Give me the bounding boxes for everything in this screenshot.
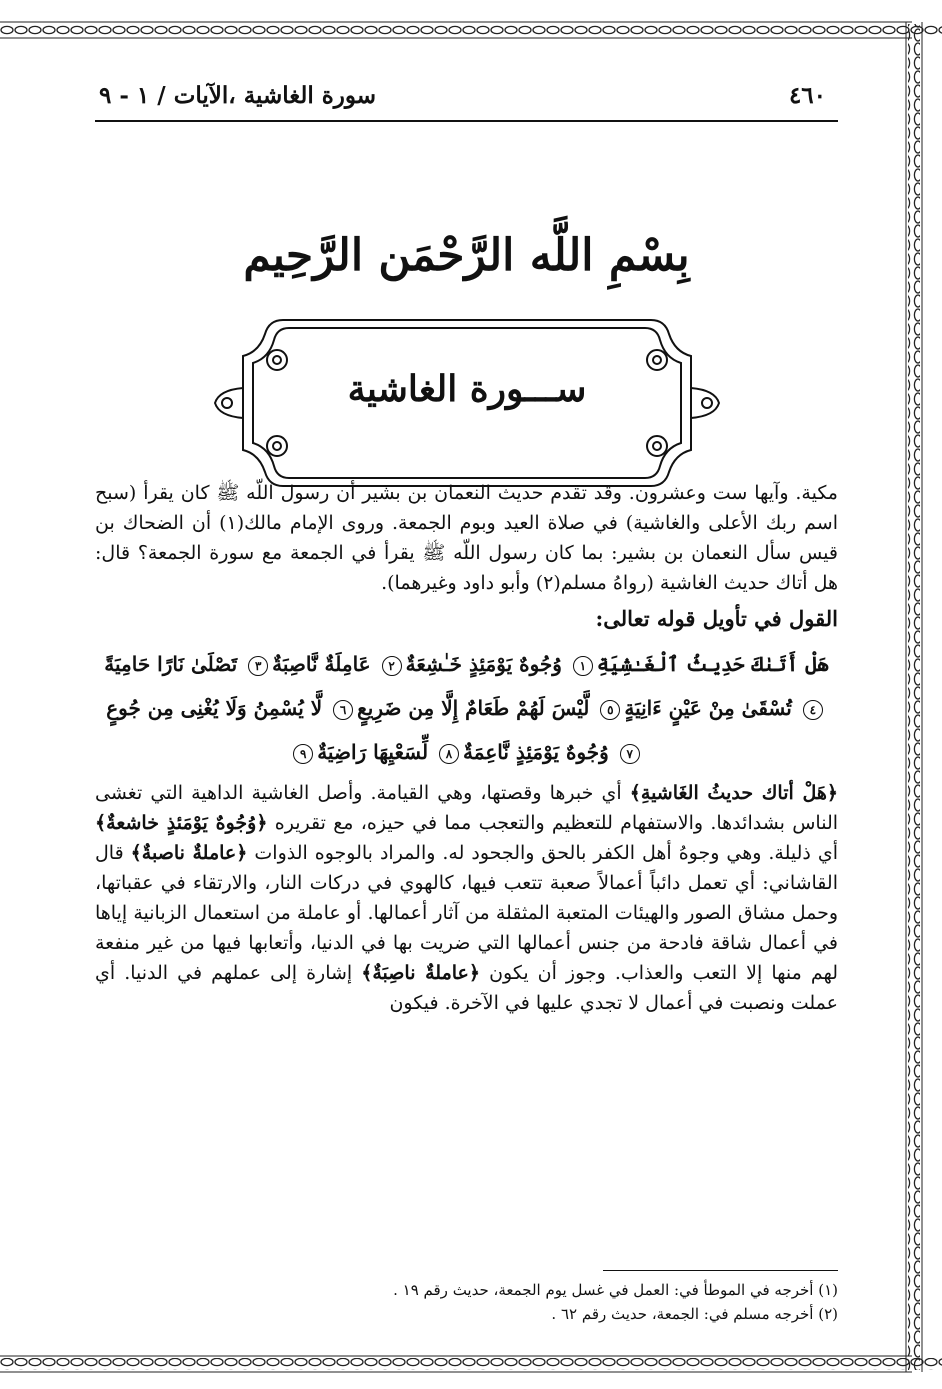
quoted-verse: ﴿عاملةٌ ناصبةٌ﴾ bbox=[130, 842, 248, 864]
page-number: ٤٦٠ bbox=[788, 82, 826, 109]
verse-number: ١ bbox=[573, 656, 593, 676]
verse-text: تُسْقَىٰ مِنْ عَيْنٍ ءَانِيَةٍ bbox=[624, 696, 792, 720]
verse-text: لَّا يُسْمِنُ وَلَا يُغْنِى مِن جُوعٍ bbox=[106, 696, 323, 720]
basmala: بِسْمِ اللَّه الرَّحْمَن الرَّحِيم bbox=[243, 230, 690, 281]
verse-text: لِّسَعْيِهَا رَاضِيَةٌ bbox=[317, 740, 429, 764]
quoted-verse: ﴿هَلْ أتاك حديثُ الغَاشيةِ﴾ bbox=[629, 782, 839, 804]
page-content bbox=[95, 60, 839, 1323]
running-title: سورة الغاشية ،الآيات / ١ - ٩ bbox=[99, 82, 377, 109]
commentary-text: إشارة إلى عملهم في الدنيا. أي عملت ونصبت في أعمال لا تجدي عليها في الآخرة. فيكون bbox=[95, 962, 838, 1014]
running-header bbox=[95, 60, 838, 122]
verse-text: لَّيْسَ لَهُمْ طَعَامٌ إِلَّا مِن ضَرِيعٍ bbox=[357, 696, 590, 720]
verse-number: ٩ bbox=[293, 744, 313, 764]
intro-paragraph: مكية. وآيها ست وعشرون. وقد تقدم حديث النعمان بن بشير أن رسول اللّه ﷺ كان يقرأ (سبح اسم ربك الأعلى والغاشية) في صلاة العيد وبوم الجمعة. وروى الإمام مالك(١) أن الضحاك بن قيس سأل النعمان بن بشير: بما كان رسول اللّه ﷺ يقرأ في الجمعة مع سورة الجمعة؟ قال: هل أتاك حديث الغاشية (رواهُ مسلم(٢) وأبو داود وغيرهما). bbox=[95, 482, 838, 594]
verse-text: وُجُوهٌ يَوْمَئِذٍ نَّاعِمَةٌ bbox=[463, 740, 609, 764]
verse-text: تَصْلَىٰ نَارًا حَامِيَةً bbox=[104, 652, 238, 676]
verse-text: وُجُوهٌ يَوْمَئِذٍ خَـٰشِعَةٌ bbox=[405, 652, 562, 676]
quoted-verse: ﴿عاملةٌ ناصِبَةٌ﴾ bbox=[361, 962, 481, 984]
verse-number: ٥ bbox=[600, 700, 620, 720]
commentary-text: قال القاشاني: أي تعمل دائباً أعمالاً صعبة تتعب فيها، كالهوي في دركات النار، والارتقاء في عقباتها، وحمل مشاق الصور والهيئات المتعبة المثقلة من آثار أعمالها. أو عاملة من استعمال الزبانية إياها في أعمال شاقة فادحة من جنس أعمالها التي ضريت بها في الدنيا، وأتعابها فيها من غير منفعة لهم منها إلا التعب والعذاب. وجوز أن يكون bbox=[95, 842, 839, 984]
verse-number: ٢ bbox=[382, 656, 402, 676]
commentary-text: أي خبرها وقصتها، وهي القيامة. وأصل الغاشية الداهية التي تغشى الناس بشدائدها. والاستفهام للتعظيم والتعجب مما في حيزه، مع تقريره bbox=[95, 782, 839, 834]
surah-title: ســـورة الغاشية bbox=[347, 368, 587, 410]
commentary-paragraph bbox=[95, 778, 838, 1018]
footnotes bbox=[95, 1278, 838, 1326]
body-text bbox=[95, 478, 838, 1018]
commentary-text: أي ذليلة. وهي وجوهُ أهل الكفر بالحق والجحود له. والمراد بالوجوه الذوات bbox=[247, 842, 839, 864]
verse-number: ٧ bbox=[620, 744, 640, 764]
verse-text: عَامِلَةٌ نَّاصِبَةٌ bbox=[272, 652, 371, 676]
verse-number: ٤ bbox=[803, 700, 823, 720]
verse-number: ٨ bbox=[439, 744, 459, 764]
verse-number: ٣ bbox=[248, 656, 268, 676]
section-heading: القول في تأويل قوله تعالى: bbox=[595, 606, 838, 631]
quoted-verse: ﴿وُجُوهٌ يَوْمَئذٍ خاشعةٌ﴾ bbox=[95, 812, 268, 834]
footnote: (٢) أخرجه مسلم في: الجمعة، حديث رقم ٦٢ . bbox=[551, 1305, 838, 1323]
footnote: (١) أخرجه في الموطأ في: العمل في غسل يوم الجمعة، حديث رقم ١٩ . bbox=[393, 1281, 838, 1299]
quran-verses bbox=[95, 642, 838, 774]
verse-number: ٦ bbox=[333, 700, 353, 720]
footnote-divider bbox=[603, 1270, 838, 1271]
verse-text: هَلْ أَتَىٰكَ حَدِيثُ ٱلْغَـٰشِيَةِ bbox=[596, 652, 829, 676]
